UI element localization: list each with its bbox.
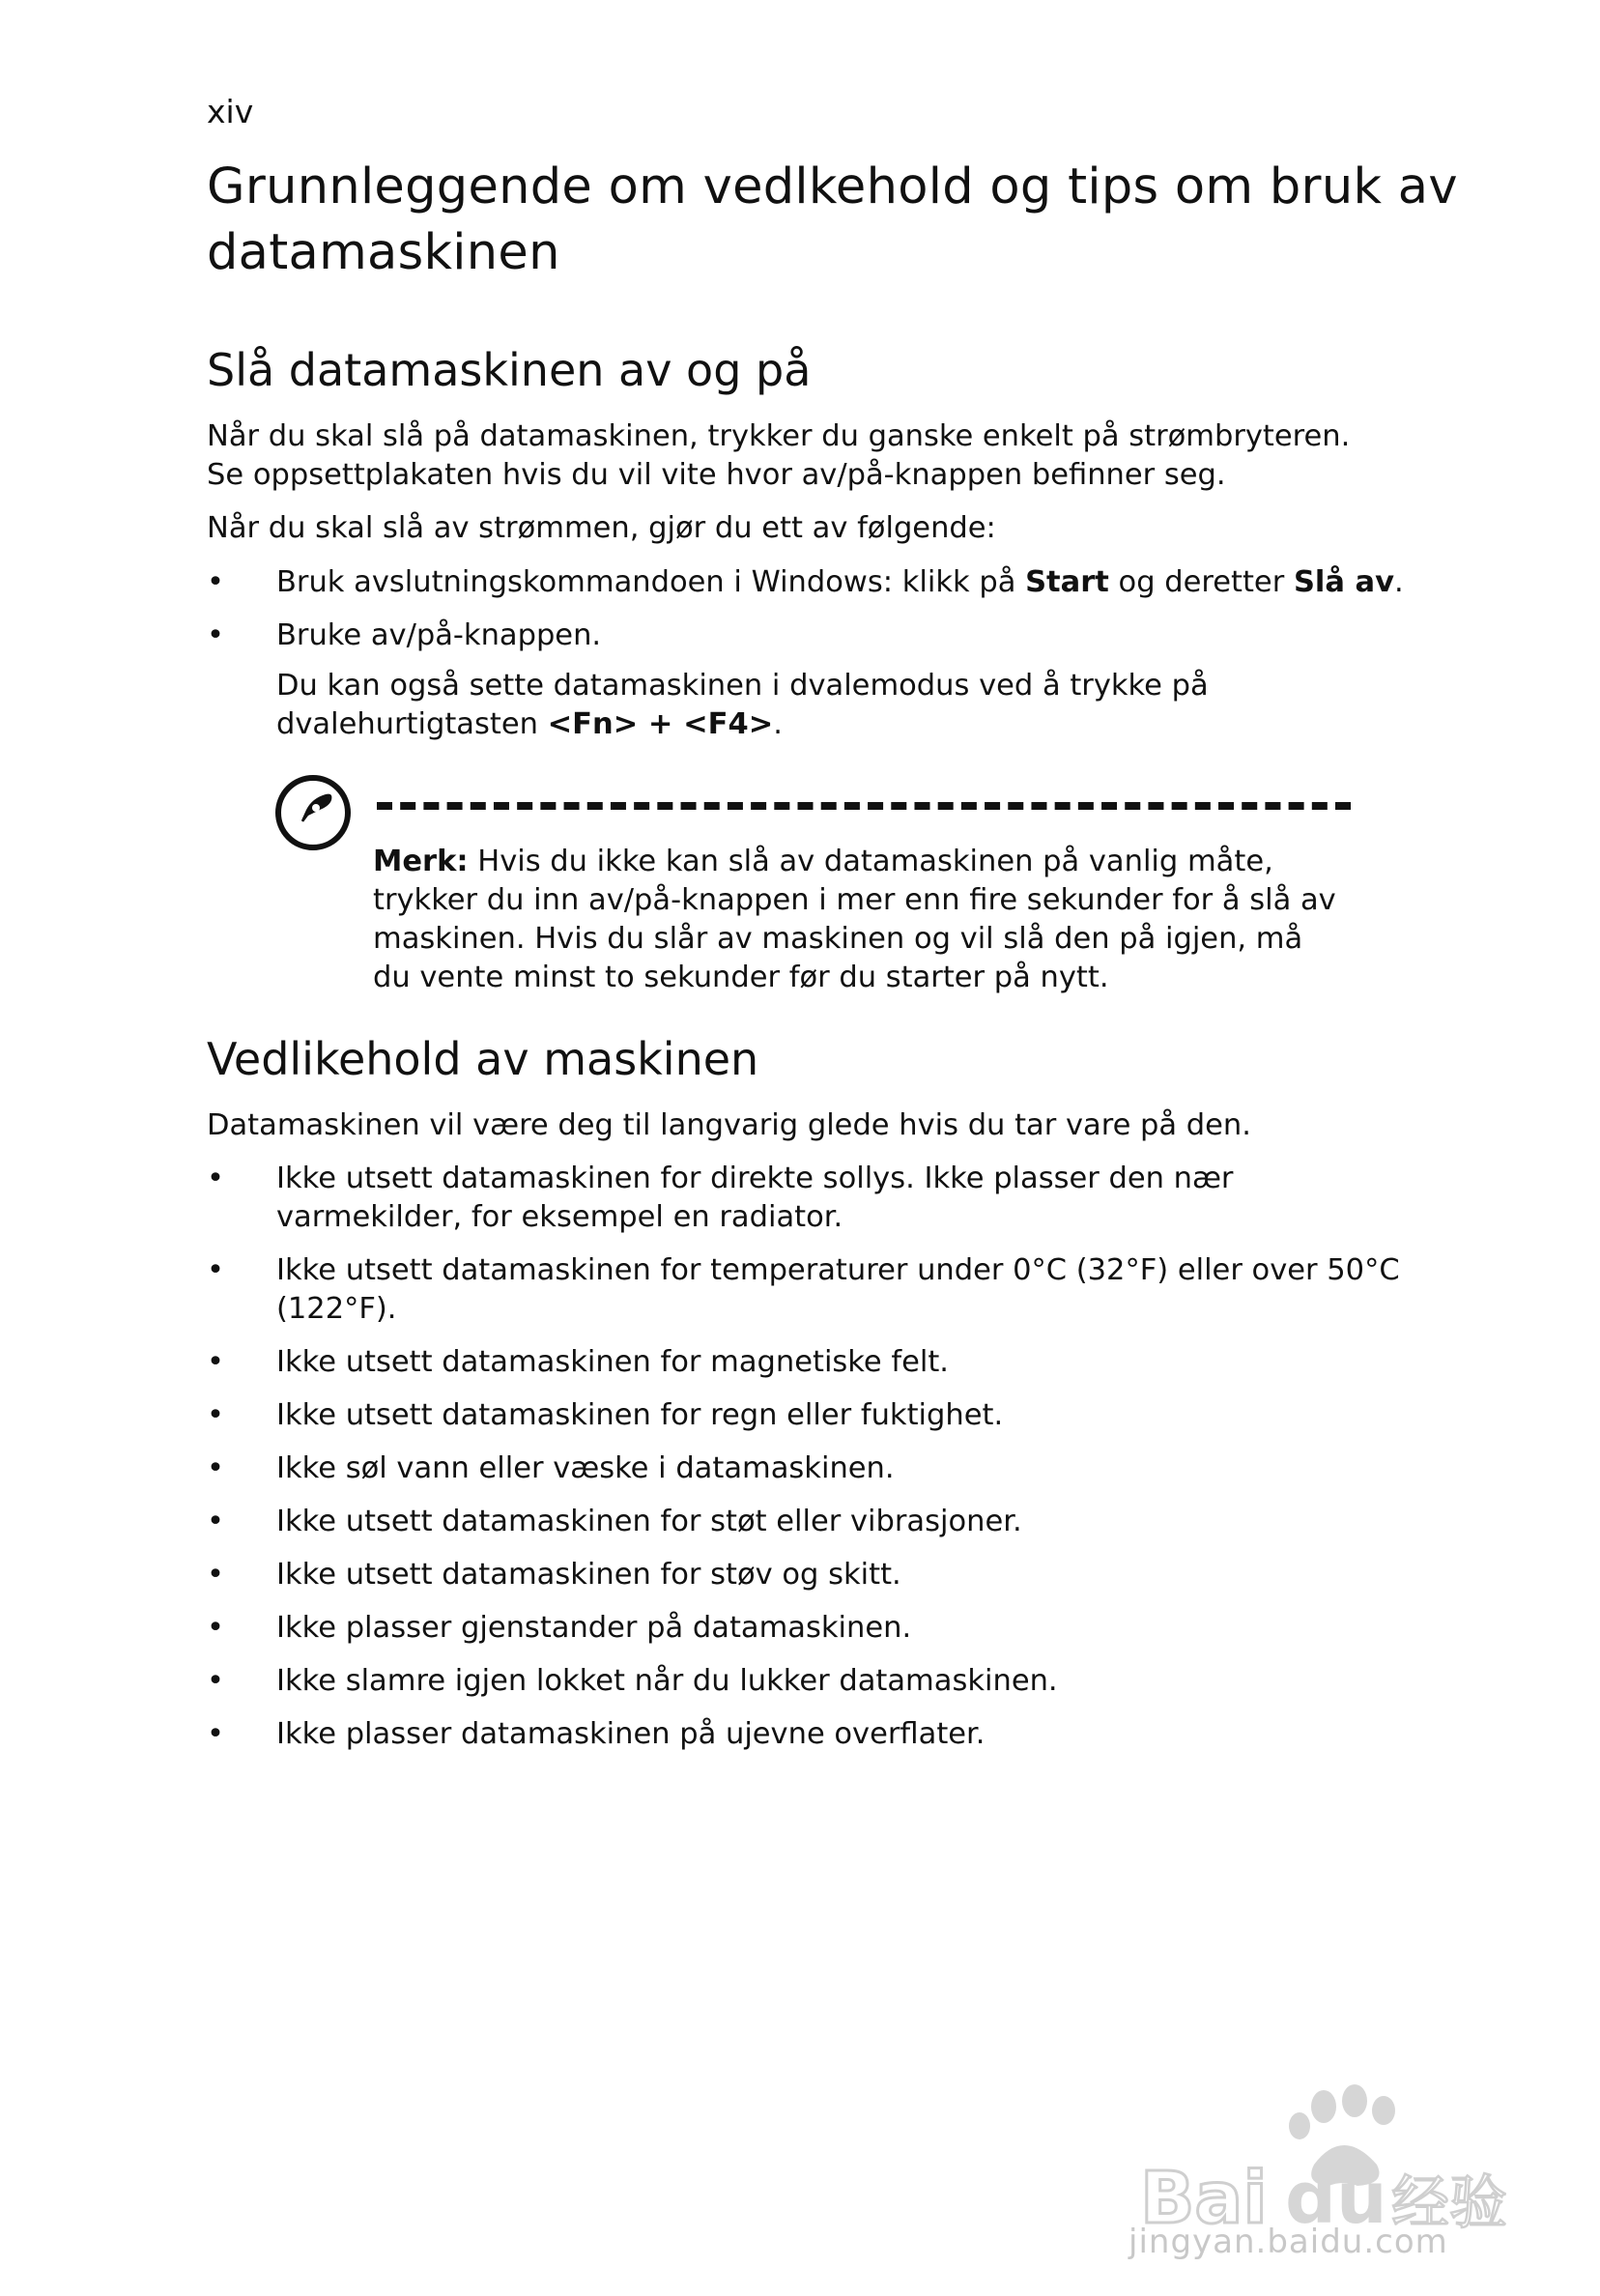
- bullet-icon: •: [207, 565, 224, 599]
- note-text: Merk: Hvis du ikke kan slå av datamaskinen på vanlig måte, trykker du inn av/på-knappen i mer enn fire sekunder for å slå av maskinen. Hvis du slår av maskinen og vil slå den på igjen, må du vente minst to sekunder før du starter på nytt.: [373, 845, 1336, 994]
- page-title: Grunnleggende om vedlkehold og tips om bruk av datamaskinen: [207, 158, 1458, 281]
- maintenance-list: [207, 1160, 1414, 1768]
- hibernate-paragraph: Du kan også sette datamaskinen i dvalemodus ved å trykke på dvalehurtigtasten <Fn> + <F4>.: [276, 669, 1209, 741]
- note-icon: [273, 773, 353, 852]
- shutdown-keyword: Slå av: [1293, 565, 1395, 599]
- power-off-list: [207, 563, 1414, 670]
- bullet-icon: •: [207, 1664, 224, 1698]
- svg-text:du: du: [1285, 2157, 1387, 2240]
- power-on-line-2: Se oppsettplakaten hvis du vil vite hvor av/på-knappen befinner seg.: [207, 458, 1226, 492]
- list-item: [207, 1609, 1414, 1648]
- list-item: [207, 1503, 1414, 1541]
- list-item: • Bruk avslutningskommandoen i Windows: klikk på Start og deretter Slå av.: [207, 563, 1414, 602]
- svg-text:Bai: Bai: [1140, 2157, 1268, 2240]
- list-item: [207, 1449, 1414, 1488]
- bullet-icon: •: [207, 1345, 224, 1379]
- list-item-text: Ikke utsett datamaskinen for regn eller fuktighet.: [276, 1398, 1004, 1432]
- list-item-text: Ikke utsett datamaskinen for støv og skitt.: [276, 1558, 901, 1592]
- note-divider: [377, 802, 1351, 810]
- bullet-icon: •: [207, 1558, 224, 1592]
- list-item-text: Ikke utsett datamaskinen for støt eller vibrasjoner.: [276, 1505, 1022, 1538]
- list-item-text: Ikke utsett datamaskinen for temperaturer under 0°C (32°F) eller over 50°C (122°F).: [276, 1253, 1400, 1326]
- watermark-url: jingyan.baidu.com: [1129, 2223, 1448, 2261]
- list-item: [207, 1343, 1414, 1382]
- list-item: • Bruke av/på-knappen.: [207, 617, 1414, 655]
- watermark: [1111, 2029, 1517, 2261]
- list-item-text: Ikke søl vann eller væske i datamaskinen.: [276, 1451, 895, 1485]
- bullet-icon: •: [207, 1162, 224, 1195]
- list-item-text: Ikke utsett datamaskinen for direkte sollys. Ikke plasser den nær varmekilder, for eksempel en radiator.: [276, 1162, 1234, 1234]
- power-on-paragraph: [207, 417, 1414, 495]
- list-item-text: Ikke plasser datamaskinen på ujevne overflater.: [276, 1717, 986, 1751]
- list-item-text: Ikke utsett datamaskinen for magnetiske felt.: [276, 1345, 949, 1379]
- section-heading-power: Slå datamaskinen av og på: [207, 344, 812, 396]
- power-on-line-1: Når du skal slå på datamaskinen, trykker du ganske enkelt på strømbryteren.: [207, 419, 1351, 453]
- bullet-icon: •: [207, 1398, 224, 1432]
- section-heading-maintenance: Vedlikehold av maskinen: [207, 1033, 759, 1085]
- maintenance-intro: Datamaskinen vil være deg til langvarig glede hvis du tar vare på den.: [207, 1108, 1251, 1142]
- list-item: [207, 1556, 1414, 1594]
- list-item: [207, 1662, 1414, 1701]
- hotkey-combo: <Fn> + <F4>: [547, 707, 774, 741]
- bullet-icon: •: [207, 1611, 224, 1645]
- start-keyword: Start: [1025, 565, 1109, 599]
- svg-text:经验: 经验: [1391, 2169, 1507, 2237]
- bullet-icon: •: [207, 1253, 224, 1287]
- list-item-text: Ikke slamre igjen lokket når du lukker datamaskinen.: [276, 1664, 1058, 1698]
- list-item: [207, 1160, 1414, 1237]
- note-label: Merk:: [373, 845, 469, 878]
- list-item-text: Ikke plasser gjenstander på datamaskinen.: [276, 1611, 912, 1645]
- power-off-intro: Når du skal slå av strømmen, gjør du ett av følgende:: [207, 511, 996, 545]
- bullet-icon: •: [207, 618, 224, 652]
- list-item: [207, 1715, 1414, 1754]
- bullet-icon: •: [207, 1717, 224, 1751]
- list-item: [207, 1396, 1414, 1435]
- page-number: xiv: [207, 93, 254, 130]
- list-item: [207, 1251, 1414, 1329]
- bullet-icon: •: [207, 1451, 224, 1485]
- bullet-icon: •: [207, 1505, 224, 1538]
